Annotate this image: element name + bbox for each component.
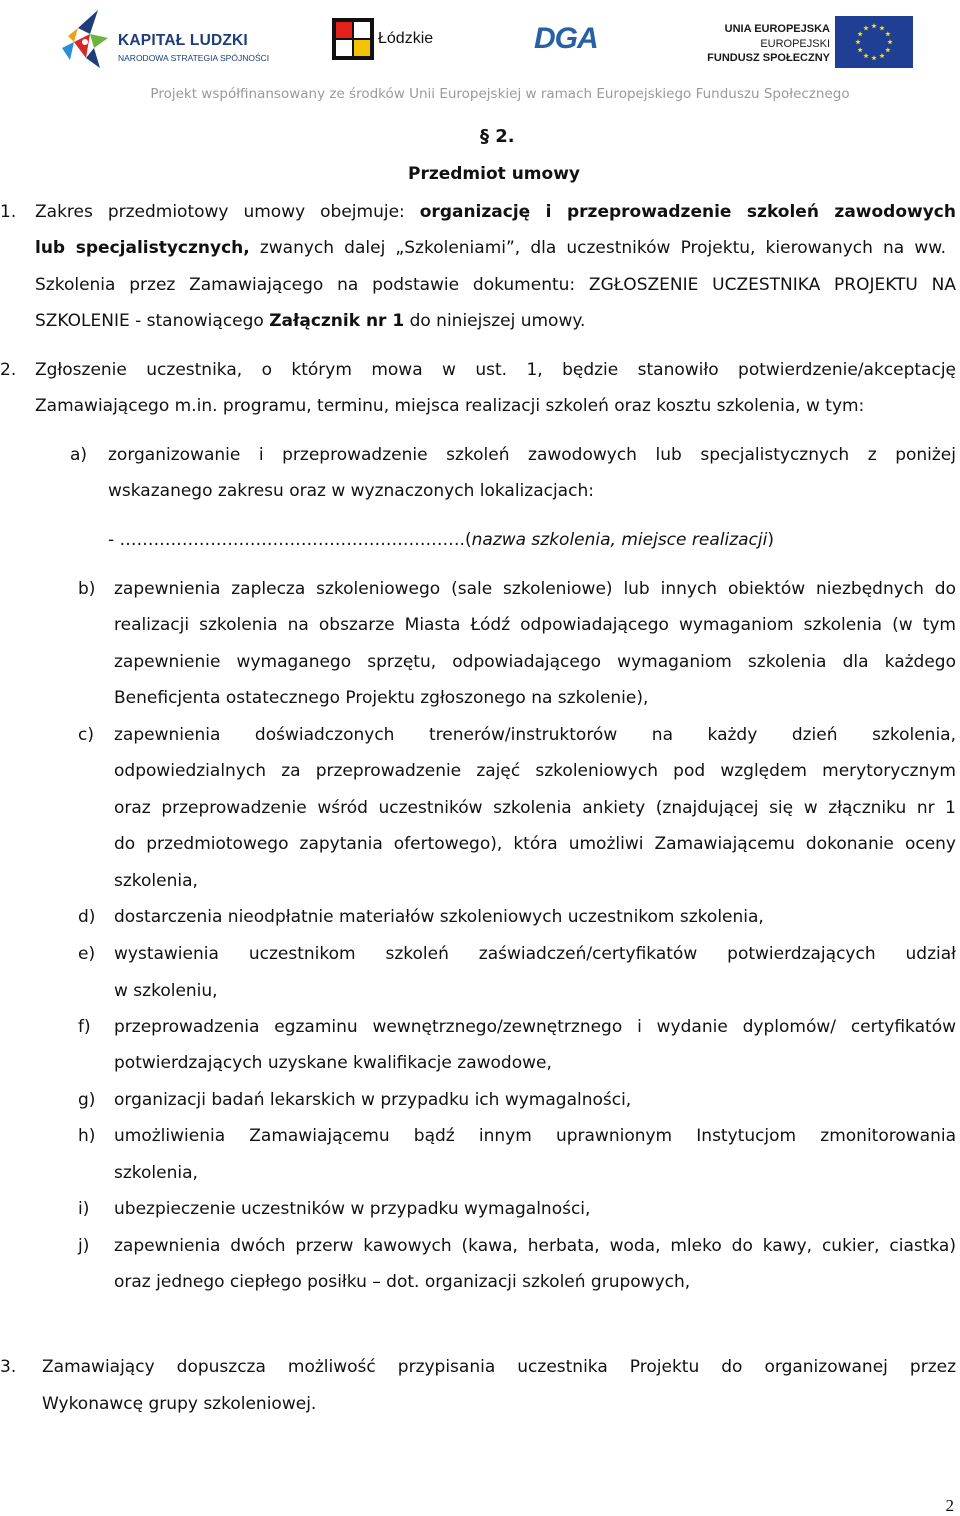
header-logos (0, 0, 960, 80)
item-e-label: e) (78, 944, 96, 964)
kapital-ludzki-title: KAPITAŁ LUDZKI (118, 32, 248, 49)
item-i-label: i) (78, 1199, 90, 1219)
paragraph-1-number: 1. (0, 202, 17, 222)
item-d-label: d) (78, 907, 96, 927)
paragraph-1-text: Zakres przedmiotowy umowy obejmuje: (35, 202, 420, 222)
eu-flag-icon (835, 16, 913, 68)
item-e-line-1: wystawienia uczestnikom szkoleń zaświadczeń/certyfikatów potwierdzających udział (114, 944, 956, 964)
item-f-line-2: potwierdzających uzyskane kwalifikacje zawodowe, (114, 1053, 552, 1073)
item-c-line-4: do przedmiotowego zapytania ofertowego), która umożliwi Zamawiającemu dokonanie oceny (114, 834, 956, 854)
item-a-line-1: zorganizowanie i przeprowadzenie szkoleń zawodowych lub specjalistycznych z poniżej (108, 445, 956, 465)
item-c-line-5: szkolenia, (114, 871, 198, 891)
paragraph-1-line-4 (35, 310, 585, 332)
item-f-label: f) (78, 1017, 91, 1037)
page-number: 2 (945, 1496, 954, 1515)
paragraph-2-number: 2. (0, 360, 17, 380)
lodzkie-logo (332, 18, 452, 60)
paragraph-2-line-1: Zgłoszenie uczestnika, o którym mowa w ust. 1, będzie stanowiło potwierdzenie/akceptację (35, 360, 956, 380)
item-j-label: j) (78, 1236, 90, 1256)
item-h-label: h) (78, 1126, 96, 1146)
item-i-line-1: ubezpieczenie uczestników w przypadku wymagalności, (114, 1199, 591, 1219)
eu-label-line1: UNIA EUROPEJSKA (724, 23, 830, 35)
item-c-line-1: zapewnienia doświadczonych trenerów/instruktorów na każdy dzień szkolenia, (114, 725, 956, 745)
paragraph-1-text: zwanych dalej „Szkoleniami”, dla uczestników Projektu, kierowanych na ww. (249, 238, 946, 258)
item-a-line-3 (108, 529, 774, 551)
paragraph-1-bold: lub specjalistycznych, (35, 238, 250, 258)
eu-label-line2: EUROPEJSKI (760, 38, 830, 50)
item-a-dotted-prefix: - …………………………………………………….( (108, 530, 472, 550)
paragraph-2-line-2: Zamawiającego m.in. programu, terminu, miejsca realizacji szkoleń oraz kosztu szkolenia, w tym: (35, 396, 865, 416)
item-b-line-4: Beneficjenta ostatecznego Projektu zgłoszonego na szkolenie), (114, 688, 649, 708)
item-c-label: c) (78, 725, 94, 745)
lodzkie-emblem-icon (332, 18, 374, 60)
paragraph-3-number: 3. (0, 1357, 17, 1377)
item-a-placeholder-hint: nazwa szkolenia, miejsce realizacji (471, 530, 768, 550)
item-c-line-2: odpowiedzialnych za przeprowadzenie zajęć szkoleniowych pod względem merytorycznym (114, 761, 956, 781)
paragraph-3-line-2: Wykonawcę grupy szkoleniowej. (42, 1394, 317, 1414)
kapital-ludzki-emblem-icon (60, 8, 112, 70)
item-a-closing: ) (767, 530, 774, 550)
paragraph-1-text: SZKOLENIE - stanowiącego (35, 311, 270, 331)
item-j-line-2: oraz jednego ciepłego posiłku – dot. organizacji szkoleń grupowych, (114, 1272, 691, 1292)
item-b-line-2: realizacji szkolenia na obszarze Miasta Łódź odpowiadającego wymaganiom szkolenia (w tym (114, 615, 956, 635)
dga-logo (530, 18, 610, 60)
item-g-line-1: organizacji badań lekarskich w przypadku ich wymagalności, (114, 1090, 632, 1110)
paragraph-1-text: do niniejszej umowy. (404, 311, 586, 331)
item-g-label: g) (78, 1090, 96, 1110)
dga-label: DGA (534, 22, 598, 55)
eu-label-line3: FUNDUSZ SPOŁECZNY (707, 52, 830, 64)
item-e-line-2: w szkoleniu, (114, 981, 218, 1001)
item-h-line-1: umożliwienia Zamawiającemu bądź innym uprawnionym Instytucjom zmonitorowania (114, 1126, 956, 1146)
eu-logo (690, 12, 925, 68)
kapital-ludzki-logo (60, 8, 275, 70)
item-j-line-1: zapewnienia dwóch przerw kawowych (kawa, herbata, woda, mleko do kawy, cukier, ciastka) (114, 1236, 956, 1256)
section-title: Przedmiot umowy (408, 164, 580, 184)
item-b-line-1: zapewnienia zaplecza szkoleniowego (sale szkoleniowe) lub innych obiektów niezbędnych do (114, 579, 956, 599)
item-h-line-2: szkolenia, (114, 1163, 198, 1183)
section-sign: § 2. (480, 126, 515, 147)
item-a-line-2: wskazanego zakresu oraz w wyznaczonych lokalizacjach: (108, 481, 594, 501)
item-d-line-1: dostarczenia nieodpłatnie materiałów szkoleniowych uczestnikom szkolenia, (114, 907, 764, 927)
item-b-label: b) (78, 579, 96, 599)
item-c-line-3: oraz przeprowadzenie wśród uczestników szkolenia ankiety (znajdującej się w złączniku nr 1 (114, 798, 956, 818)
lodzkie-label: Łódzkie (378, 30, 434, 47)
kapital-ludzki-subtitle: NARODOWA STRATEGIA SPÓJNOŚCI (118, 53, 270, 63)
paragraph-1-line-1 (35, 201, 956, 223)
paragraph-1-line-2 (35, 237, 946, 259)
item-f-line-1: przeprowadzenia egzaminu wewnętrznego/zewnętrznego i wydanie dyplomów/ certyfikatów (114, 1017, 956, 1037)
item-a-label: a) (70, 445, 88, 465)
attachment-reference: Załącznik nr 1 (269, 311, 405, 331)
paragraph-1-line-3: Szkolenia przez Zamawiającego na podstawie dokumentu: ZGŁOSZENIE UCZESTNIKA PROJEKTU NA (35, 275, 956, 295)
cofinancing-tagline: Projekt współfinansowany ze środków Unii Europejskiej w ramach Europejskiego Funduszu Społecznego (150, 86, 850, 102)
paragraph-3-line-1: Zamawiający dopuszcza możliwość przypisania uczestnika Projektu do organizowanej przez (42, 1357, 956, 1377)
item-b-line-3: zapewnienie wymaganego sprzętu, odpowiadającego wymaganiom szkolenia dla każdego (114, 652, 956, 672)
paragraph-1-bold: organizację i przeprowadzenie szkoleń zawodowych (419, 202, 956, 222)
